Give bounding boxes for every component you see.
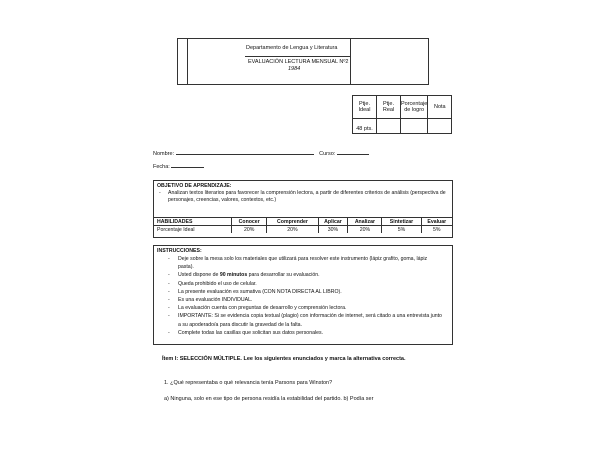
document-header: [177, 38, 429, 85]
skills-header-cell: Comprender: [267, 218, 318, 226]
list-item: - Deje sobre la mesa solo los materiales que utilizará para resolver este instrumento (lápiz grafito, goma, lápiz pasta).: [168, 256, 428, 271]
instructions-box: [153, 245, 453, 345]
skills-header-cell: HABILIDADES: [154, 218, 232, 226]
list-item: - Complete todas las casillas que solicitan sus datos personales.: [168, 329, 324, 336]
skills-header-row: [154, 218, 452, 226]
answer-options-line: a) Ninguna, solo en ese tipo de persona residía la estabilidad del partido. b) Podía ser: [164, 396, 374, 402]
objective-box: [153, 180, 453, 238]
score-header-ideal: Ptje. Ideal: [353, 96, 377, 119]
skills-header-cell: Conocer: [232, 218, 267, 226]
skills-value-cell: Porcentaje Ideal: [154, 226, 232, 234]
date-field[interactable]: [171, 162, 204, 168]
department-title: Departamento de Lengua y Literatura: [246, 45, 338, 51]
list-item: - Es una evaluación INDIVIDUAL.: [168, 297, 253, 304]
list-item: - Queda prohibido el uso de celular.: [168, 280, 257, 287]
date-row: [153, 162, 204, 170]
name-label: Nombre:: [153, 151, 175, 157]
objective-dash: -: [159, 190, 161, 196]
skills-header-cell: Analizar: [348, 218, 382, 226]
score-ideal-value: 48 pts.: [353, 119, 377, 134]
date-label: Fecha:: [153, 164, 170, 170]
objective-title: OBJETIVO DE APRENDIZAJE:: [157, 183, 232, 189]
skills-value-cell: 20%: [232, 226, 267, 234]
score-grade-value[interactable]: [428, 119, 452, 134]
skills-header-cell: Sintetizar: [382, 218, 421, 226]
score-header-percentage: Porcentaje de logro: [401, 96, 428, 119]
instructions-title: INSTRUCCIONES:: [157, 248, 202, 254]
time-limit: 90 minutos: [219, 272, 248, 279]
skills-value-cell: 20%: [267, 226, 318, 234]
skills-value-cell: 20%: [348, 226, 382, 234]
skills-value-cell: 5%: [421, 226, 452, 234]
skills-header-cell: Evaluar: [421, 218, 452, 226]
name-field[interactable]: [176, 149, 314, 155]
header-right-cell: [350, 39, 428, 84]
skills-value-row: [154, 226, 452, 234]
score-percentage-value[interactable]: [401, 119, 428, 134]
skills-header-cell: Aplicar: [318, 218, 348, 226]
list-item: - La evaluación cuenta con preguntas de desarrollo y comprensión lectora.: [168, 305, 347, 312]
section-title: Ítem I: SELECCIÓN MÚLTIPLE. Lee los siguientes enunciados y marca la alternativa correcta.: [162, 356, 406, 362]
score-header-grade: Nota: [428, 96, 452, 119]
skills-table: [154, 217, 452, 233]
list-item: - La presente evaluación es sumativa (CON NOTA DIRECTA AL LIBRO).: [168, 288, 342, 295]
skills-value-cell: 30%: [318, 226, 348, 234]
instructions-list: [154, 255, 444, 337]
evaluation-title: EVALUACIÓN LECTURA MENSUAL Nº2: [248, 59, 349, 65]
book-title: 1984: [288, 66, 301, 72]
list-item: - Usted dispone de 90 minutos para desarrollar su evaluación.: [168, 272, 320, 279]
course-label: Curso:: [319, 151, 336, 157]
list-item: - IMPORTANTE: Si se evidencia copia textual (plagio) con información de internet, será citado a una entrevista junto a su apoderado/a para discutir la gravedad de la falta.: [168, 313, 442, 328]
course-field[interactable]: [337, 149, 369, 155]
question-1: 1. ¿Qué representaba o qué relevancia tenía Parsons para Winston?: [164, 380, 333, 386]
objective-text-item: [159, 190, 448, 204]
score-real-value[interactable]: [377, 119, 401, 134]
header-divider: [245, 56, 351, 57]
header-left-cell: [178, 39, 188, 84]
skills-value-cell: 5%: [382, 226, 421, 234]
objective-text: Analizan textos literarios para favorecer la comprensión lectora, a partir de diferentes criterios de análisis (perspectiva de personajes, creencias, valores, contextos, etc.): [168, 190, 446, 203]
name-row: [153, 149, 369, 157]
score-header-real: Ptje. Real: [377, 96, 401, 119]
score-table: [352, 95, 452, 134]
